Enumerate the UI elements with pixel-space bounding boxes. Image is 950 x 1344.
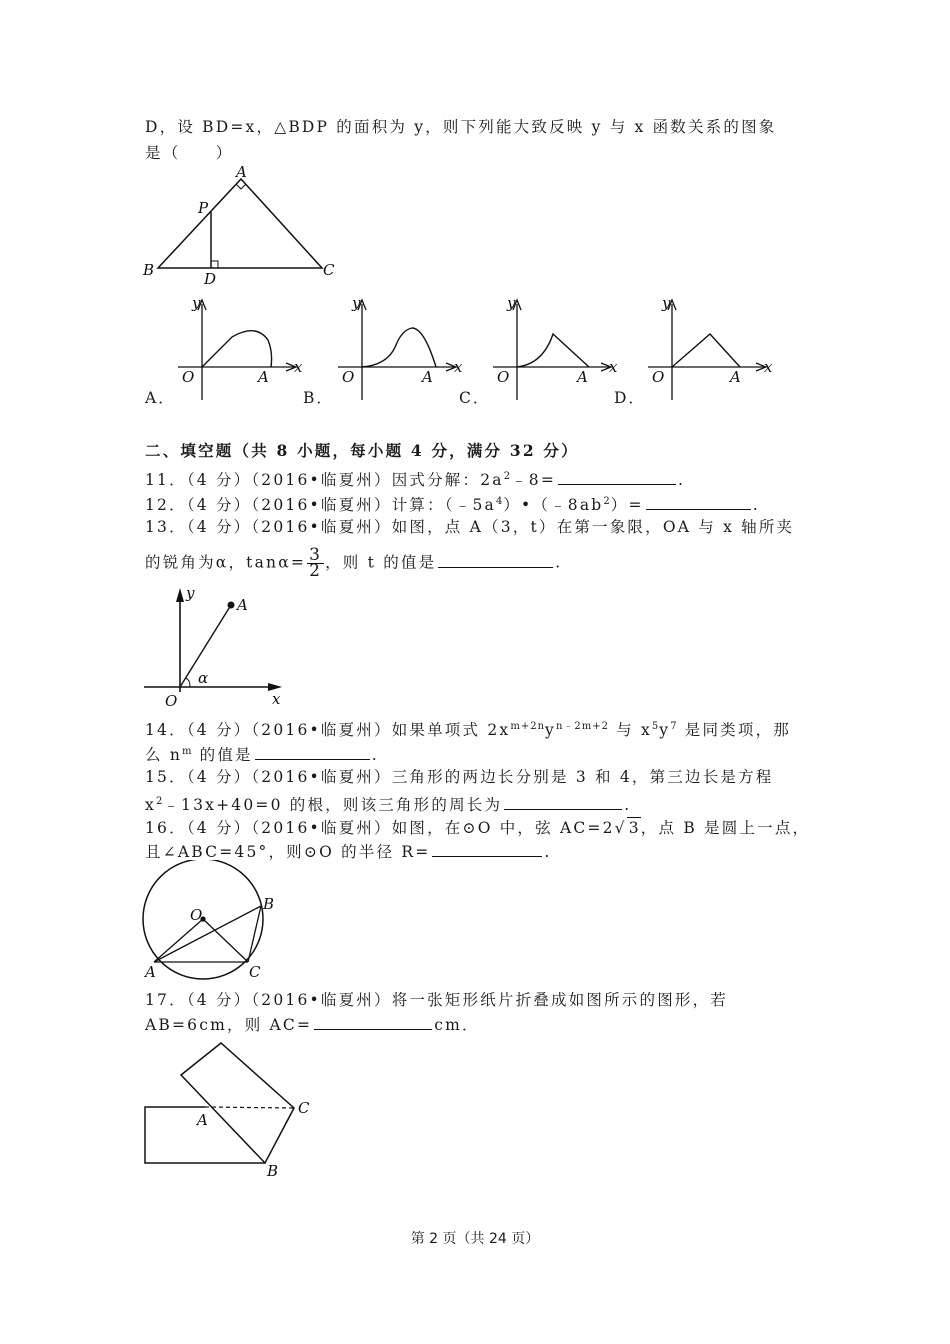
option-d-label: D． xyxy=(614,389,646,407)
answer-blank[interactable] xyxy=(438,553,553,568)
svg-text:x: x xyxy=(609,358,618,376)
point-a xyxy=(228,602,235,609)
svg-text:x: x xyxy=(294,358,303,376)
svg-text:y: y xyxy=(192,294,201,312)
q14-line2: 么 $n^m$ 的值是 . xyxy=(145,746,379,765)
svg-text:A: A xyxy=(197,1111,208,1129)
q17-fold-figure xyxy=(135,1040,335,1180)
svg-text:A: A xyxy=(237,596,248,614)
svg-text:x: x xyxy=(454,358,463,376)
q10-triangle-figure xyxy=(140,165,340,285)
curve-d xyxy=(672,334,740,367)
right-angle-mark-a xyxy=(236,184,246,189)
answer-blank[interactable] xyxy=(255,745,370,760)
svg-text:y: y xyxy=(352,294,361,312)
svg-text:O: O xyxy=(165,692,178,710)
triangle-abc xyxy=(158,179,322,268)
svg-text:A: A xyxy=(422,368,433,386)
chord-ab xyxy=(154,906,261,962)
label-b: B xyxy=(143,261,155,279)
q12: 12．（4 分）（2016•临夏州）计算：$(﹣5a^4)•(﹣8ab^2)=$ . xyxy=(145,496,760,515)
q14-line1: 14．（4 分）（2016•临夏州）如果单项式 $2x^{m+2n}y^{n﹣2m+2}$ 与 $x^5y^7$ 是同类项，那 xyxy=(145,721,791,740)
option-a-label: A． xyxy=(145,389,176,407)
folded-flap xyxy=(181,1043,294,1163)
svg-text:C: C xyxy=(298,1099,310,1117)
option-c-label: C． xyxy=(459,389,491,407)
svg-text:B: B xyxy=(267,1162,279,1180)
svg-text:O: O xyxy=(497,368,510,386)
label-a: A xyxy=(236,165,247,181)
svg-text:A: A xyxy=(145,963,156,981)
fraction-3-2: $\frac{3}{2}$ xyxy=(309,545,323,581)
svg-text:O: O xyxy=(652,368,665,386)
svg-text:O: O xyxy=(182,368,195,386)
q16-circle-figure xyxy=(135,860,295,982)
q16-line1: 16．（4 分）（2016•临夏州）如图，在⊙O 中，弦 AC=2√ 3，点 B 是圆上一点， xyxy=(145,819,811,837)
svg-text:y: y xyxy=(507,294,516,312)
option-b-label: B． xyxy=(303,389,334,407)
q11: 11．（4 分）（2016•临夏州）因式分解：$2a^2﹣8=$ . xyxy=(145,471,686,490)
q10-graph-b xyxy=(330,290,470,405)
svg-text:x: x xyxy=(272,690,281,708)
answer-blank[interactable] xyxy=(558,470,676,485)
q10-line1: D，设 BD=x，△BDP 的面积为 y，则下列能大致反映 y 与 x 函数关系的图象 xyxy=(145,118,777,136)
q13-line1: 13．（4 分）（2016•临夏州）如图，点 A（3，t）在第一象限，OA 与 x 轴所夹 xyxy=(145,518,795,536)
svg-text:A: A xyxy=(258,368,269,386)
q17-line1: 17．（4 分）（2016•临夏州）将一张矩形纸片折叠成如图所示的图形，若 xyxy=(145,991,729,1009)
q10-graph-c xyxy=(485,290,625,405)
q10-graph-a xyxy=(170,290,310,405)
q17-line2: AB=6cm，则 AC= cm． xyxy=(145,1016,480,1034)
curve-c xyxy=(517,334,589,367)
answer-blank[interactable] xyxy=(432,842,542,857)
svg-text:B: B xyxy=(263,895,275,913)
chord-bc xyxy=(248,906,261,962)
svg-text:y: y xyxy=(662,294,671,312)
q10-line2: 是（ ） xyxy=(145,144,234,162)
q13-axis-figure xyxy=(140,582,300,710)
q13-line2: 的锐角为α，tanα= $\frac{3}{2}$ ，则 t 的值是 . xyxy=(145,545,563,581)
page-footer: 第 2 页（共 24 页） xyxy=(410,1231,540,1247)
svg-text:C: C xyxy=(249,963,261,981)
radius-oc xyxy=(203,919,248,962)
q10-graph-d xyxy=(640,290,780,405)
curve-a xyxy=(202,331,272,367)
q15-line1: 15．（4 分）（2016•临夏州）三角形的两边长分别是 3 和 4，第三边长是方程 xyxy=(145,768,774,786)
svg-text:α: α xyxy=(198,669,209,687)
right-angle-mark-d xyxy=(211,261,218,268)
svg-text:O: O xyxy=(190,906,203,924)
answer-blank[interactable] xyxy=(314,1015,432,1030)
label-c: C xyxy=(323,261,335,279)
section-heading: 二、填空题（共 8 小题，每小题 4 分，满分 32 分） xyxy=(145,441,579,460)
label-p: P xyxy=(198,199,209,217)
svg-text:x: x xyxy=(764,358,773,376)
svg-text:O: O xyxy=(342,368,355,386)
label-d: D xyxy=(204,270,217,285)
q16-line2: 且∠ABC=45°，则⊙O 的半径 R= . xyxy=(145,843,552,861)
answer-blank[interactable] xyxy=(646,495,751,510)
svg-text:A: A xyxy=(730,368,741,386)
svg-text:A: A xyxy=(577,368,588,386)
answer-blank[interactable] xyxy=(504,795,622,810)
svg-text:y: y xyxy=(186,584,195,602)
q15-line2: $x^2﹣13x+40=0$ 的根，则该三角形的周长为 . xyxy=(145,796,632,815)
dashed-ac xyxy=(205,1107,294,1108)
curve-b xyxy=(362,328,436,367)
